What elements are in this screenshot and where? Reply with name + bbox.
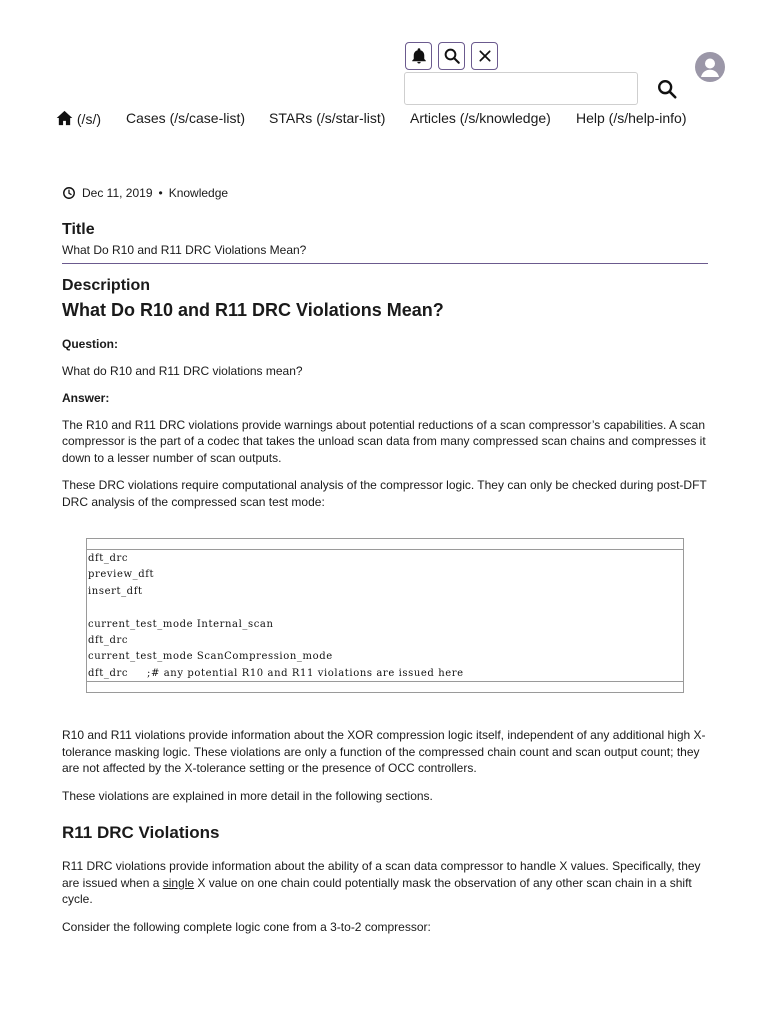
code-block-inner [87,549,683,682]
answer-paragraph-4: These violations are explained in more detail in the following sections. [62,788,433,803]
nav-item-stars[interactable]: STARs (/s/star-list) [269,110,386,126]
nav-item-home[interactable] [56,110,101,127]
answer-paragraph-3: R10 and R11 violations provide information about the XOR compression logic itself, independent of any additional high X-tolerance masking logic. These violations are only a function of the compressed chain count and scan output count; they are not affected by the X-tolerance setting or the presence of OCC controllers. [62,728,706,775]
notifications-button[interactable] [405,42,432,70]
r11-heading: R11 DRC Violations [62,823,220,842]
code-text: dft_drc preview_dft insert_dft current_test_mode Internal_scan dft_drc current_test_mode ScanCompression_mode dft_drc ;# any potential R10 and R11 violations are issued here [88,553,464,679]
answer-paragraph-1: The R10 and R11 DRC violations provide warnings about potential reductions of a scan compressor’s capabilities. A scan compressor is the part of a codec that takes the unload scan data from many compressed scan chains and compresses it down to a lesser number of scan outputs. [62,417,706,465]
article-date: Dec 11, 2019 [82,186,153,200]
nav-item-help[interactable]: Help (/s/help-info) [576,110,687,126]
close-button[interactable] [471,42,498,70]
nav-item-home-label: (/s/) [76,111,101,127]
r11-paragraph-1: R11 DRC violations provide information about the ability of a scan data compressor to handle X values. Specifically, they are issued when a single X value on one chain could potentially mask the observation of any other scan chain in a shift cycle. [62,859,701,906]
bell-icon [410,47,428,65]
search-icon [443,47,461,65]
article-heading: What Do R10 and R11 DRC Violations Mean? [62,300,444,320]
code-block [86,538,684,693]
r11-paragraph-2: Consider the following complete logic cone from a 3-to-2 compressor: [62,919,431,934]
question-text: What do R10 and R11 DRC violations mean? [62,363,303,378]
close-icon [477,48,493,64]
answer-label: Answer: [62,391,110,405]
user-avatar-icon [695,52,725,82]
article-body [62,220,708,946]
user-avatar[interactable] [695,52,725,82]
title-label: Title [62,221,95,238]
search-submit-icon [656,78,678,100]
search-toggle-button[interactable] [438,42,465,70]
answer-paragraph-2: These DRC violations require computational analysis of the compressor logic. They can only be checked during post-DFT DRC analysis of the compressed scan test mode: [62,478,707,509]
nav-item-cases[interactable]: Cases (/s/case-list) [126,110,246,126]
home-icon [56,110,73,126]
article-meta [62,186,228,200]
question-label: Question: [62,337,118,351]
description-label: Description [62,277,151,294]
search-submit-button[interactable] [656,78,678,100]
single-emphasis: single [162,875,195,890]
title-value: What Do R10 and R11 DRC Violations Mean? [62,242,708,264]
search-input[interactable] [404,72,638,105]
clock-icon [62,186,76,200]
nav-item-articles[interactable]: Articles (/s/knowledge) [410,110,551,126]
article-category: Knowledge [168,186,229,200]
meta-separator: • [158,186,163,200]
